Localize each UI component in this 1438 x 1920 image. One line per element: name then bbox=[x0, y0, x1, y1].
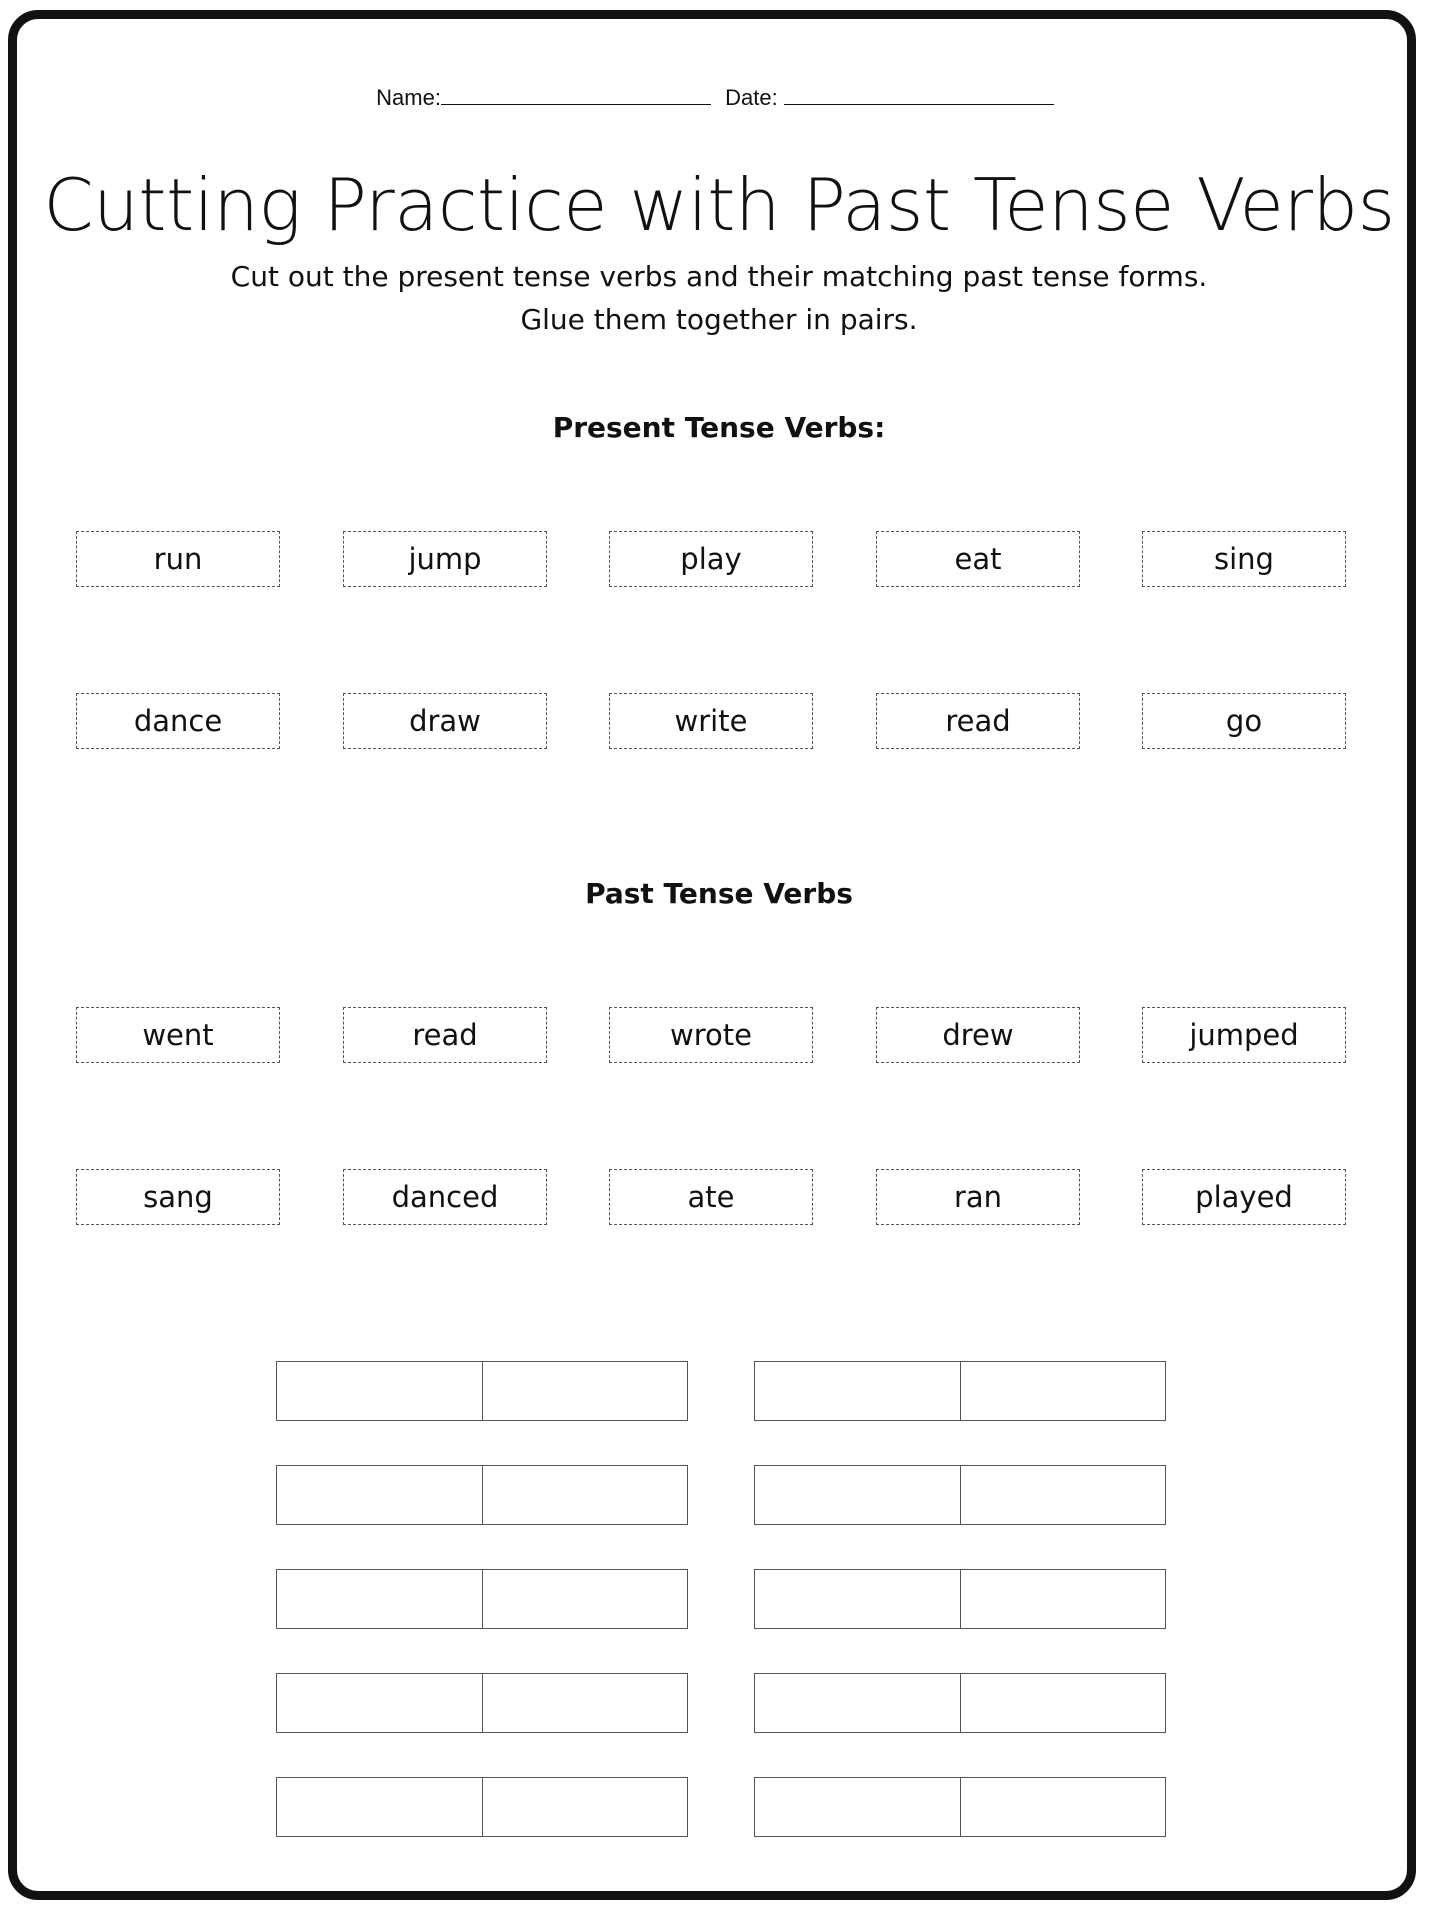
present-verb-card[interactable]: eat bbox=[876, 531, 1080, 587]
glue-present-slot[interactable] bbox=[277, 1570, 482, 1628]
glue-pair-box[interactable] bbox=[276, 1361, 688, 1421]
glue-present-slot[interactable] bbox=[277, 1778, 482, 1836]
glue-past-slot[interactable] bbox=[482, 1674, 688, 1732]
past-verb-card[interactable]: played bbox=[1142, 1169, 1346, 1225]
present-heading: Present Tense Verbs: bbox=[552, 411, 886, 444]
glue-pair-box[interactable] bbox=[754, 1465, 1166, 1525]
glue-present-slot[interactable] bbox=[755, 1362, 960, 1420]
past-verb-card[interactable]: went bbox=[76, 1007, 280, 1063]
glue-present-slot[interactable] bbox=[277, 1362, 482, 1420]
instructions-line-2: Glue them together in pairs. bbox=[520, 303, 918, 336]
glue-pair-box[interactable] bbox=[276, 1777, 688, 1837]
present-verb-card[interactable]: write bbox=[609, 693, 813, 749]
glue-past-slot[interactable] bbox=[960, 1674, 1166, 1732]
past-verb-card[interactable]: ate bbox=[609, 1169, 813, 1225]
past-verb-card[interactable]: wrote bbox=[609, 1007, 813, 1063]
page-title: Cutting Practice with Past Tense Verbs bbox=[43, 163, 1395, 247]
past-verb-card[interactable]: danced bbox=[343, 1169, 547, 1225]
glue-past-slot[interactable] bbox=[960, 1570, 1166, 1628]
past-verb-card[interactable]: read bbox=[343, 1007, 547, 1063]
glue-past-slot[interactable] bbox=[482, 1466, 688, 1524]
glue-pair-box[interactable] bbox=[754, 1777, 1166, 1837]
glue-pair-box[interactable] bbox=[754, 1361, 1166, 1421]
glue-pair-box[interactable] bbox=[276, 1673, 688, 1733]
name-blank[interactable] bbox=[441, 84, 711, 105]
glue-pair-box[interactable] bbox=[276, 1569, 688, 1629]
present-verb-card[interactable]: run bbox=[76, 531, 280, 587]
past-verb-card[interactable]: jumped bbox=[1142, 1007, 1346, 1063]
present-verb-card[interactable]: dance bbox=[76, 693, 280, 749]
past-verb-card[interactable]: ran bbox=[876, 1169, 1080, 1225]
present-verb-card[interactable]: sing bbox=[1142, 531, 1346, 587]
glue-present-slot[interactable] bbox=[277, 1466, 482, 1524]
glue-pair-box[interactable] bbox=[754, 1569, 1166, 1629]
name-label: Name: bbox=[376, 85, 441, 110]
past-heading: Past Tense Verbs bbox=[585, 877, 853, 910]
glue-past-slot[interactable] bbox=[482, 1570, 688, 1628]
glue-pair-box[interactable] bbox=[754, 1673, 1166, 1733]
present-verb-card[interactable]: read bbox=[876, 693, 1080, 749]
present-verb-card[interactable]: play bbox=[609, 531, 813, 587]
name-date-line bbox=[0, 84, 1438, 111]
present-verb-card[interactable]: go bbox=[1142, 693, 1346, 749]
glue-past-slot[interactable] bbox=[960, 1466, 1166, 1524]
present-verb-card[interactable]: draw bbox=[343, 693, 547, 749]
present-verb-card[interactable]: jump bbox=[343, 531, 547, 587]
past-verb-card[interactable]: sang bbox=[76, 1169, 280, 1225]
glue-pair-box[interactable] bbox=[276, 1465, 688, 1525]
glue-present-slot[interactable] bbox=[755, 1778, 960, 1836]
instructions bbox=[0, 255, 1438, 341]
glue-past-slot[interactable] bbox=[960, 1362, 1166, 1420]
glue-past-slot[interactable] bbox=[482, 1362, 688, 1420]
date-blank[interactable] bbox=[784, 84, 1054, 105]
glue-present-slot[interactable] bbox=[755, 1674, 960, 1732]
glue-present-slot[interactable] bbox=[755, 1570, 960, 1628]
glue-present-slot[interactable] bbox=[277, 1674, 482, 1732]
past-verb-card[interactable]: drew bbox=[876, 1007, 1080, 1063]
glue-present-slot[interactable] bbox=[755, 1466, 960, 1524]
glue-past-slot[interactable] bbox=[960, 1778, 1166, 1836]
date-label: Date: bbox=[725, 85, 778, 110]
instructions-line-1: Cut out the present tense verbs and their matching past tense forms. bbox=[230, 260, 1208, 293]
glue-past-slot[interactable] bbox=[482, 1778, 688, 1836]
